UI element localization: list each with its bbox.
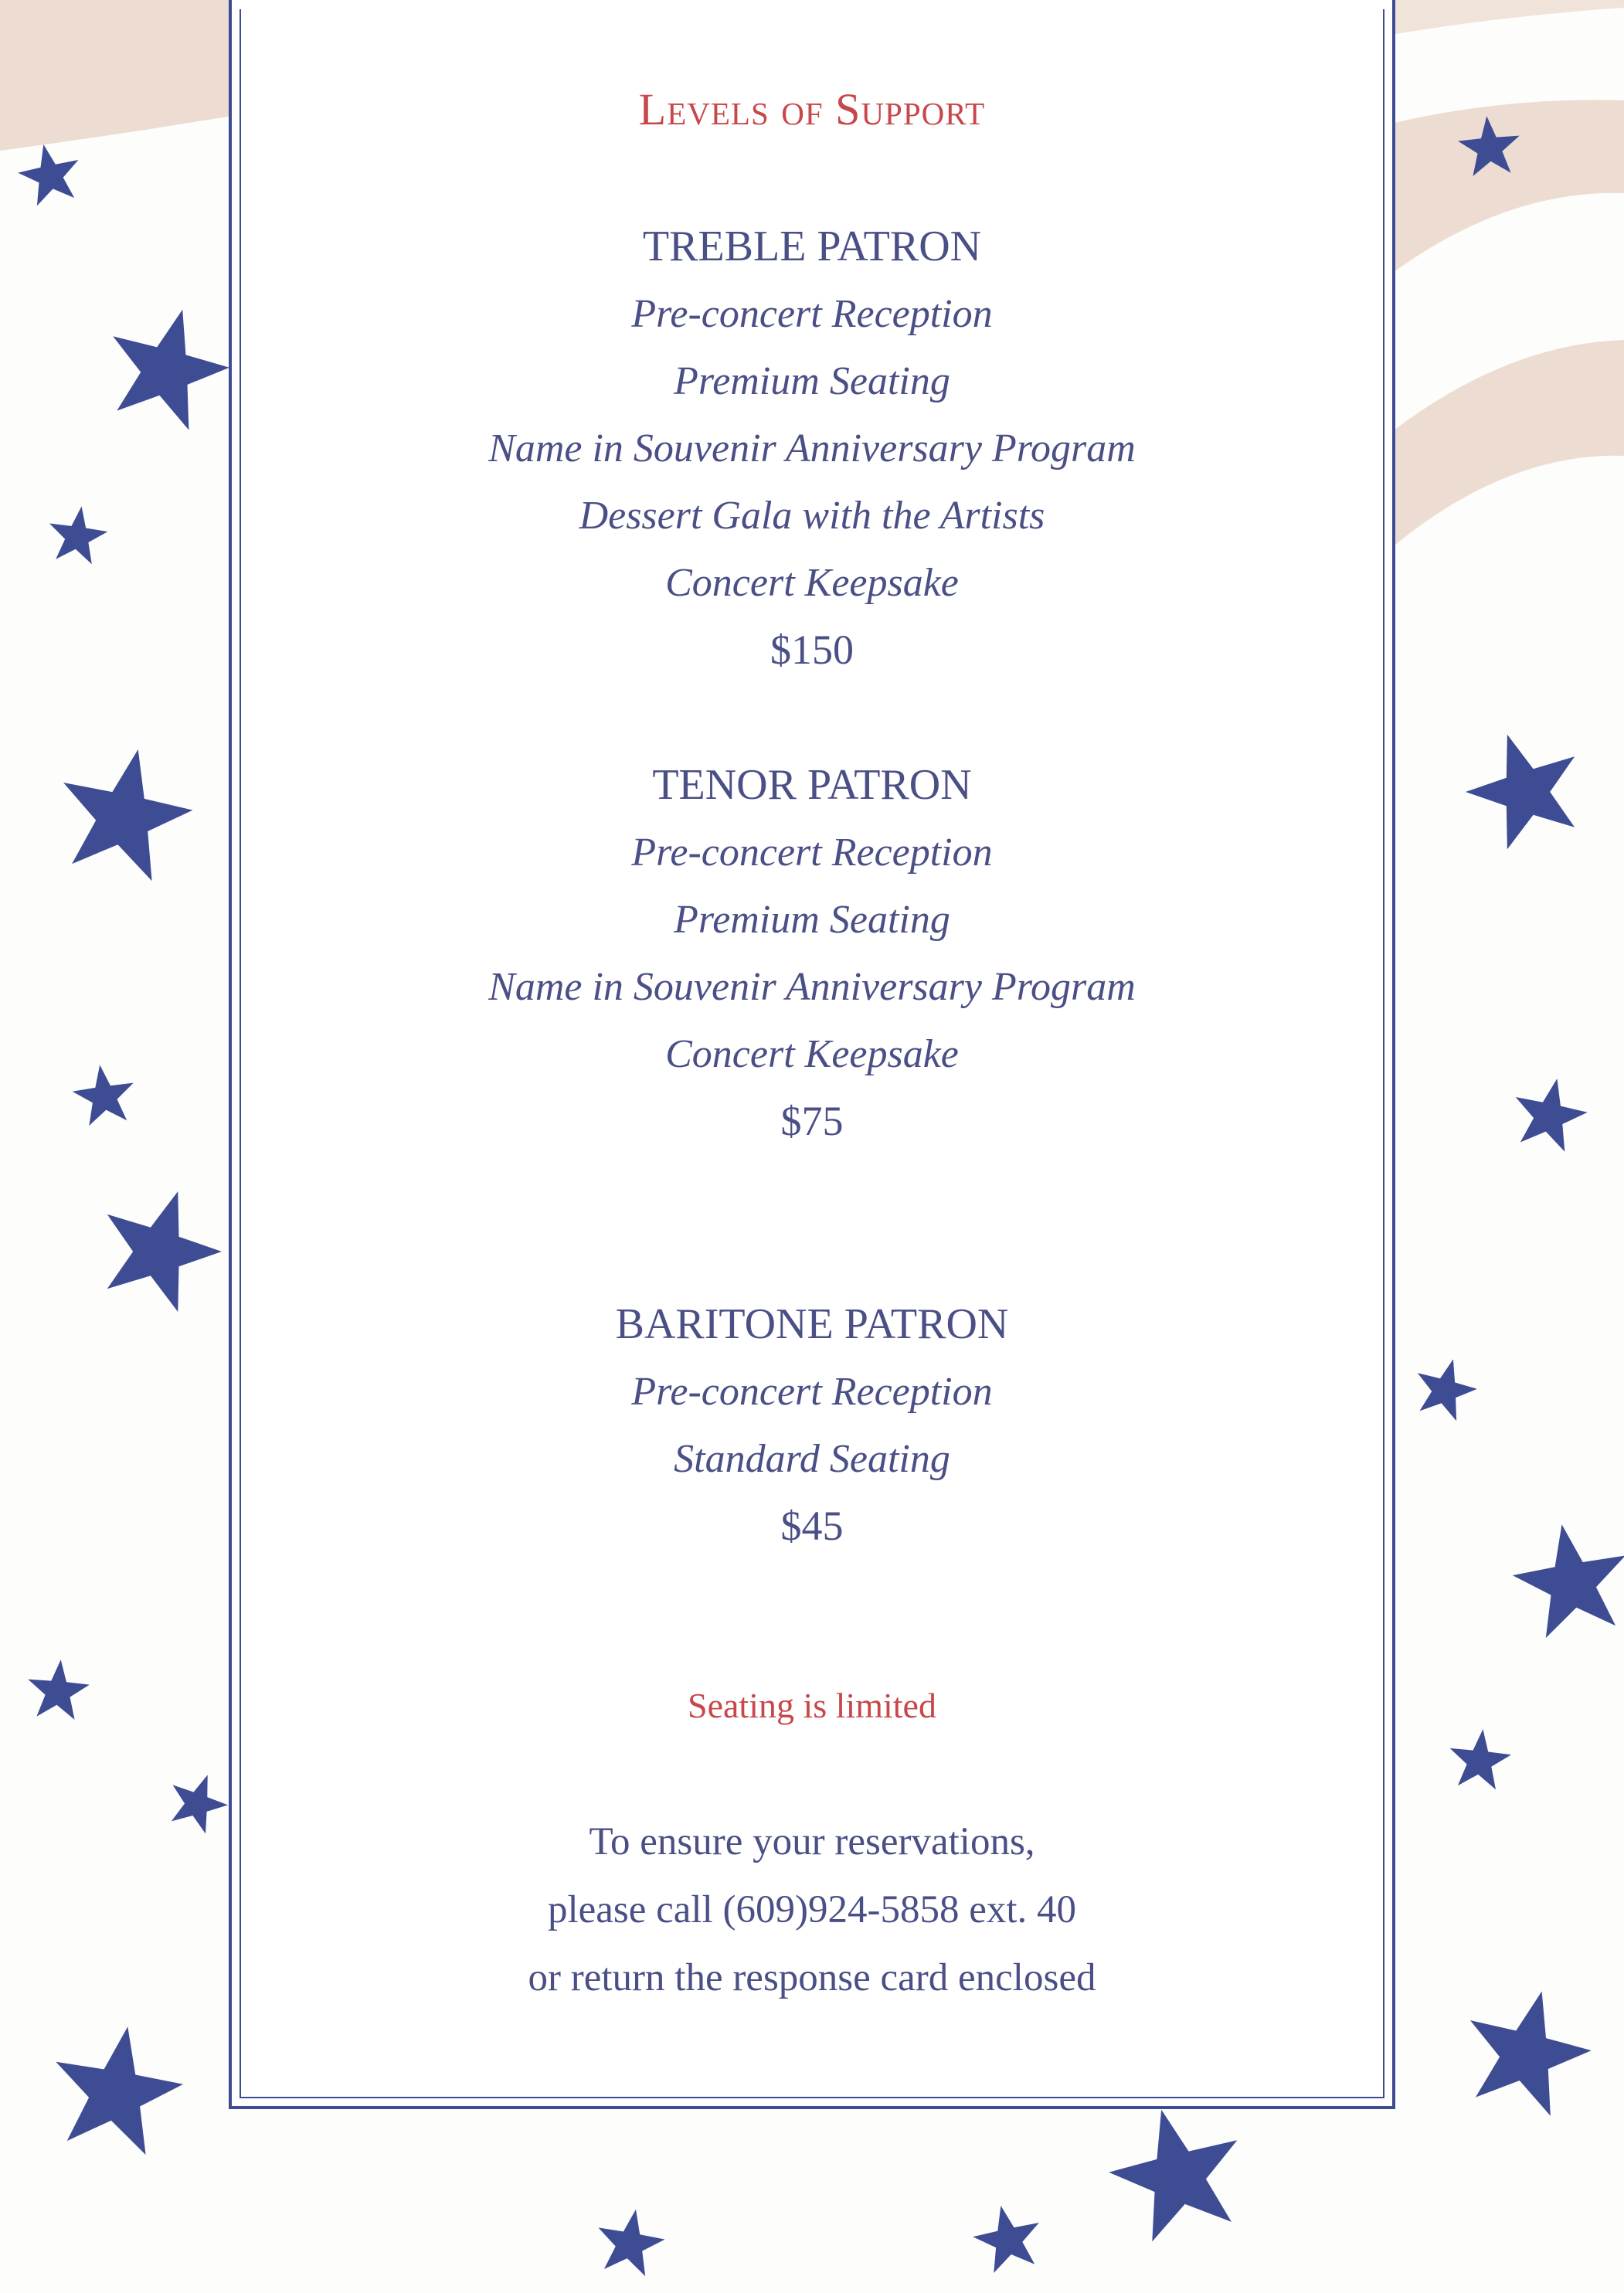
star-icon: [28, 1659, 90, 1720]
star-icon: [1466, 735, 1575, 849]
contact-line: or return the response card enclosed: [528, 1956, 1096, 1999]
tier-benefit: Pre-concert Reception: [631, 292, 993, 336]
tier-price: $150: [770, 627, 854, 673]
tier-benefit: Concert Keepsake: [665, 561, 959, 605]
contact-line: please call (609)924-5858 ext. 40: [547, 1888, 1077, 1931]
star-icon: [18, 144, 78, 206]
contact-info: [232, 1808, 1392, 2012]
tier-baritone: [232, 1290, 1392, 1560]
star-icon: [1450, 1729, 1512, 1789]
tier-name: BARITONE PATRON: [615, 1300, 1009, 1348]
flag-stripe-right-1: [1391, 100, 1624, 274]
star-icon: [1109, 2110, 1237, 2242]
tier-benefit: Premium Seating: [674, 898, 950, 942]
star-icon: [73, 1065, 134, 1126]
tier-benefit: Premium Seating: [674, 359, 950, 403]
star-icon: [113, 310, 229, 430]
seating-notice: Seating is limited: [688, 1686, 936, 1725]
page-heading: Levels of Support: [638, 84, 986, 134]
flag-stripe-top-right: [1391, 0, 1624, 35]
star-icon: [1513, 1524, 1624, 1638]
tier-benefit: Name in Souvenir Anniversary Program: [488, 965, 1136, 1009]
star-icon: [63, 749, 192, 881]
tier-benefit: Pre-concert Reception: [631, 1370, 993, 1414]
tier-treble: [232, 212, 1392, 684]
tier-benefit: Name in Souvenir Anniversary Program: [488, 426, 1136, 470]
star-icon: [172, 1775, 228, 1833]
star-icon: [49, 506, 107, 564]
star-icon: [1418, 1359, 1477, 1421]
tier-tenor: [232, 751, 1392, 1155]
star-icon: [1516, 1079, 1588, 1152]
flag-stripe-top-left: [0, 0, 232, 151]
star-icon: [107, 1191, 222, 1312]
tier-benefit: Concert Keepsake: [665, 1032, 959, 1076]
flag-stripe-right-2: [1391, 340, 1624, 549]
tier-price: $75: [780, 1098, 844, 1144]
tier-benefit: Dessert Gala with the Artists: [579, 494, 1045, 538]
tier-name: TENOR PATRON: [652, 761, 972, 809]
tier-benefit: Pre-concert Reception: [631, 831, 993, 875]
tier-name: TREBLE PATRON: [642, 223, 982, 270]
star-icon: [1470, 1992, 1592, 2116]
star-icon: [56, 2026, 183, 2155]
star-icon: [973, 2206, 1039, 2273]
star-icon: [598, 2210, 664, 2277]
contact-line: To ensure your reservations,: [589, 1820, 1035, 1863]
tier-price: $45: [780, 1503, 844, 1549]
tier-benefit: Standard Seating: [674, 1437, 950, 1481]
